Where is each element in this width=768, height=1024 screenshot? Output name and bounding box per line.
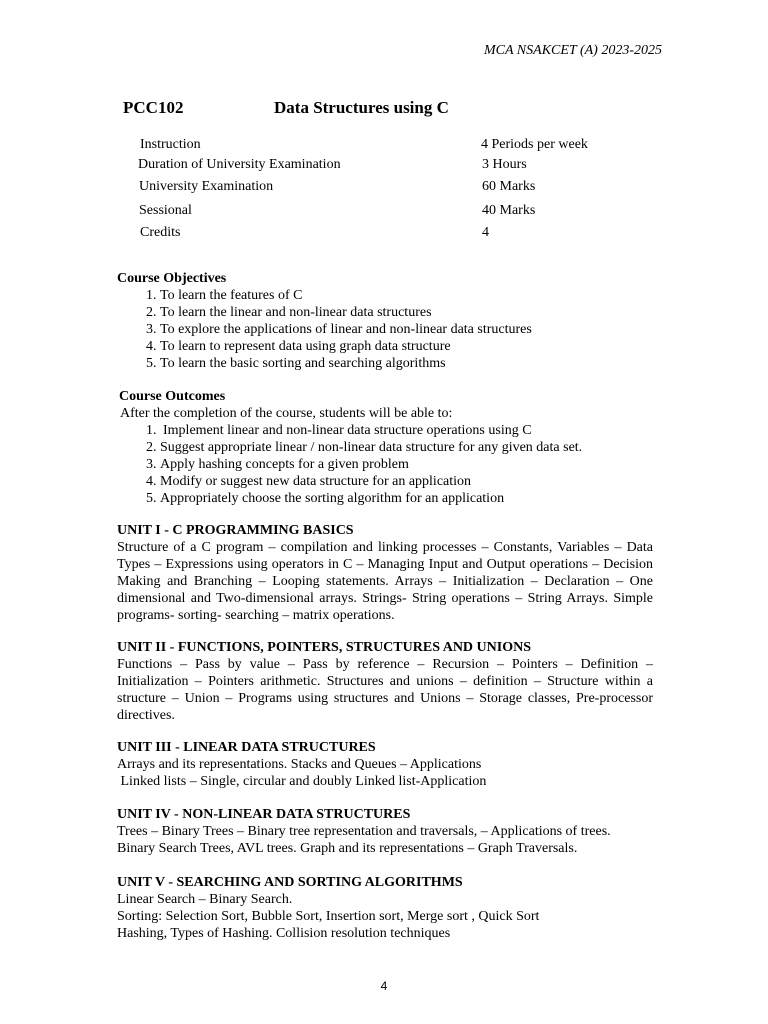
- objectives-title: Course Objectives: [117, 271, 227, 286]
- course-code: PCC102: [123, 98, 184, 117]
- unit-line: Arrays and its representations. Stacks and Queues – Applications: [117, 757, 482, 772]
- info-label: Instruction: [140, 137, 201, 152]
- course-name: Data Structures using C: [274, 98, 449, 117]
- unit-4: [117, 806, 653, 857]
- outcome-item: 5. Appropriately choose the sorting algorithm for an application: [160, 490, 655, 507]
- unit-line: Binary Search Trees, AVL trees. Graph and its representations – Graph Traversals.: [117, 841, 578, 856]
- unit-5: [117, 874, 653, 942]
- unit-line: Linear Search – Binary Search.: [117, 892, 293, 907]
- objective-item: 2. To learn the linear and non-linear data structures: [160, 304, 653, 321]
- unit-body: Functions – Pass by value – Pass by reference – Recursion – Pointers – Definition – Initialization – Pointers arithmetic. Structures and unions – definition – Structure within a structure – Union – Programs using structures and Unions – Storage classes, Pre-processor directives.: [117, 657, 653, 723]
- info-value: 3 Hours: [482, 157, 527, 172]
- outcomes-title: Course Outcomes: [119, 389, 226, 404]
- unit-line: Hashing, Types of Hashing. Collision resolution techniques: [117, 926, 451, 941]
- outcome-item: 4. Modify or suggest new data structure for an application: [160, 473, 655, 490]
- info-label: Duration of University Examination: [138, 157, 341, 172]
- info-label: Sessional: [139, 203, 192, 218]
- unit-body: Structure of a C program – compilation and linking processes – Constants, Variables – Data Types – Expressions using operators in C – Managing Input and Output operations – Decision Making and Branching – Looping statements. Arrays – Initialization – Declaration – One dimensional and Two-dimensional arrays. Strings- String operations – String Arrays. Simple programs- sorting- searching – matrix operations.: [117, 540, 653, 623]
- objective-item: 4. To learn to represent data using graph data structure: [160, 338, 653, 355]
- course-objectives: [117, 270, 653, 372]
- unit-title: UNIT III - LINEAR DATA STRUCTURES: [117, 740, 376, 755]
- page-number: 4: [380, 979, 388, 993]
- unit-line: Sorting: Selection Sort, Bubble Sort, Insertion sort, Merge sort , Quick Sort: [117, 909, 540, 924]
- info-value: 40 Marks: [482, 203, 536, 218]
- objective-item: 5. To learn the basic sorting and searching algorithms: [160, 355, 653, 372]
- unit-2: [117, 639, 653, 724]
- unit-title: UNIT V - SEARCHING AND SORTING ALGORITHMS: [117, 875, 463, 890]
- info-value: 60 Marks: [482, 179, 536, 194]
- course-outcomes: [119, 388, 655, 507]
- info-label: University Examination: [139, 179, 274, 194]
- program-header: MCA NSAKCET (A) 2023-2025: [484, 43, 662, 58]
- outcome-item: [160, 422, 655, 439]
- outcome-text: Implement linear and non-linear data structure operations using C: [163, 423, 532, 438]
- outcome-item: 2. Suggest appropriate linear / non-linear data structure for any given data set.: [160, 439, 655, 456]
- outcomes-list: [119, 422, 655, 507]
- info-value: 4: [482, 225, 489, 240]
- info-value: 4 Periods per week: [481, 137, 588, 152]
- outcomes-intro: After the completion of the course, students will be able to:: [120, 406, 453, 421]
- info-label: Credits: [140, 225, 181, 240]
- unit-line: Linked lists – Single, circular and doubly Linked list-Application: [117, 774, 487, 789]
- objective-item: 1. To learn the features of C: [160, 287, 653, 304]
- objective-item: 3. To explore the applications of linear and non-linear data structures: [160, 321, 653, 338]
- objectives-list: [117, 287, 653, 372]
- outcome-item: 3. Apply hashing concepts for a given problem: [160, 456, 655, 473]
- unit-line: Trees – Binary Trees – Binary tree representation and traversals, – Applications of trees.: [117, 824, 611, 839]
- unit-1: [117, 522, 653, 624]
- unit-title: UNIT IV - NON-LINEAR DATA STRUCTURES: [117, 807, 411, 822]
- unit-3: [117, 739, 653, 790]
- unit-title: UNIT I - C PROGRAMMING BASICS: [117, 523, 354, 538]
- unit-title: UNIT II - FUNCTIONS, POINTERS, STRUCTURES AND UNIONS: [117, 640, 531, 655]
